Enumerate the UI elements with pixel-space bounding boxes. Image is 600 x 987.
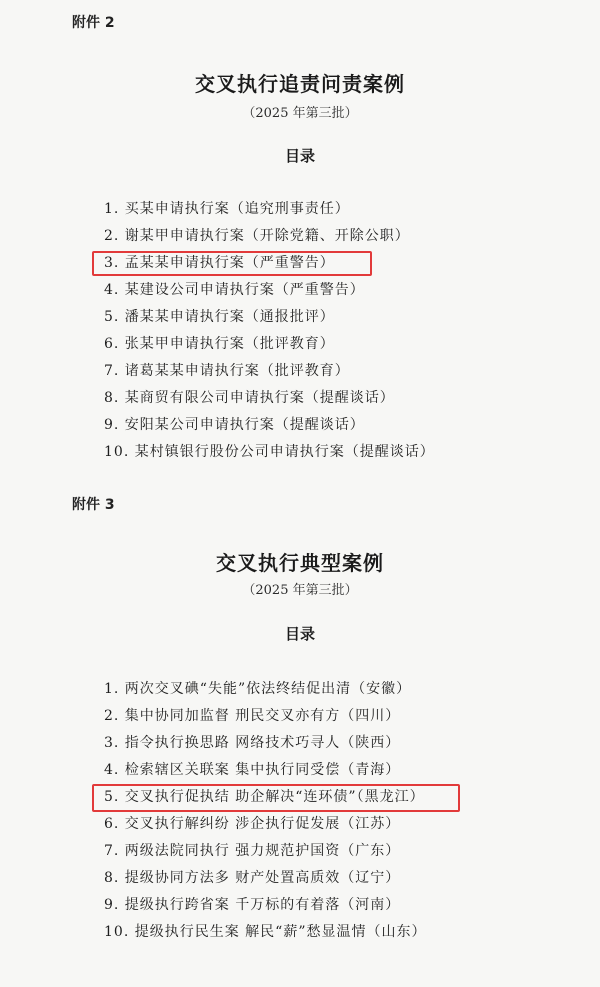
appendix-2-subtitle: （2025 年第三批） [242, 106, 358, 121]
appendix-2-case-list [104, 196, 435, 466]
appendix-3-label: 附件 3 [72, 497, 115, 513]
case-list-item: 10. 提级执行民生案 解民“薪”愁显温情（山东） [104, 924, 427, 940]
appendix-3-subtitle: （2025 年第三批） [242, 583, 358, 598]
case-list-item-highlighted: 5. 交叉执行促执结 助企解决“连环债”（黑龙江） [104, 784, 426, 811]
case-list-item: 2. 谢某甲申请执行案（开除党籍、开除公职） [104, 228, 410, 244]
case-list-item: 4. 检索辖区关联案 集中执行同受偿（青海） [104, 762, 401, 778]
appendix-2-toc-heading: 目录 [284, 147, 315, 165]
appendix-3-title: 交叉执行典型案例 [216, 551, 384, 575]
case-list-item: 8. 提级协同方法多 财产处置高质效（辽宁） [104, 870, 401, 886]
case-list-item: 3. 指令执行换思路 网络技术巧寻人（陕西） [104, 735, 401, 751]
case-list-item: 10. 某村镇银行股份公司申请执行案（提醒谈话） [104, 444, 435, 460]
case-list-item: 8. 某商贸有限公司申请执行案（提醒谈话） [104, 390, 395, 406]
case-list-item: 1. 两次交叉碘“失能”依法终结促出清（安徽） [104, 681, 412, 697]
case-list-item: 7. 诸葛某某申请执行案（批评教育） [104, 363, 350, 379]
appendix-3-case-list [104, 676, 426, 946]
case-list-item: 9. 安阳某公司申请执行案（提醒谈话） [104, 417, 365, 433]
case-list-item: 1. 买某申请执行案（追究刑事责任） [104, 201, 350, 217]
appendix-2-label: 附件 2 [72, 15, 115, 31]
case-list-item-highlighted: 3. 孟某某申请执行案（严重警告） [104, 250, 435, 277]
case-list-item: 6. 交叉执行解纠纷 涉企执行促发展（江苏） [104, 816, 401, 832]
case-list-item: 7. 两级法院同执行 强力规范护国资（广东） [104, 843, 401, 859]
appendix-2-title: 交叉执行追责问责案例 [195, 72, 405, 96]
case-list-item: 6. 张某甲申请执行案（批评教育） [104, 336, 335, 352]
case-list-item: 5. 潘某某申请执行案（通报批评） [104, 309, 335, 325]
case-list-item: 2. 集中协同加监督 刑民交叉亦有方（四川） [104, 708, 401, 724]
appendix-3-toc-heading: 目录 [284, 625, 315, 643]
case-list-item: 9. 提级执行跨省案 千万标的有着落（河南） [104, 897, 401, 913]
case-list-item: 4. 某建设公司申请执行案（严重警告） [104, 282, 365, 298]
